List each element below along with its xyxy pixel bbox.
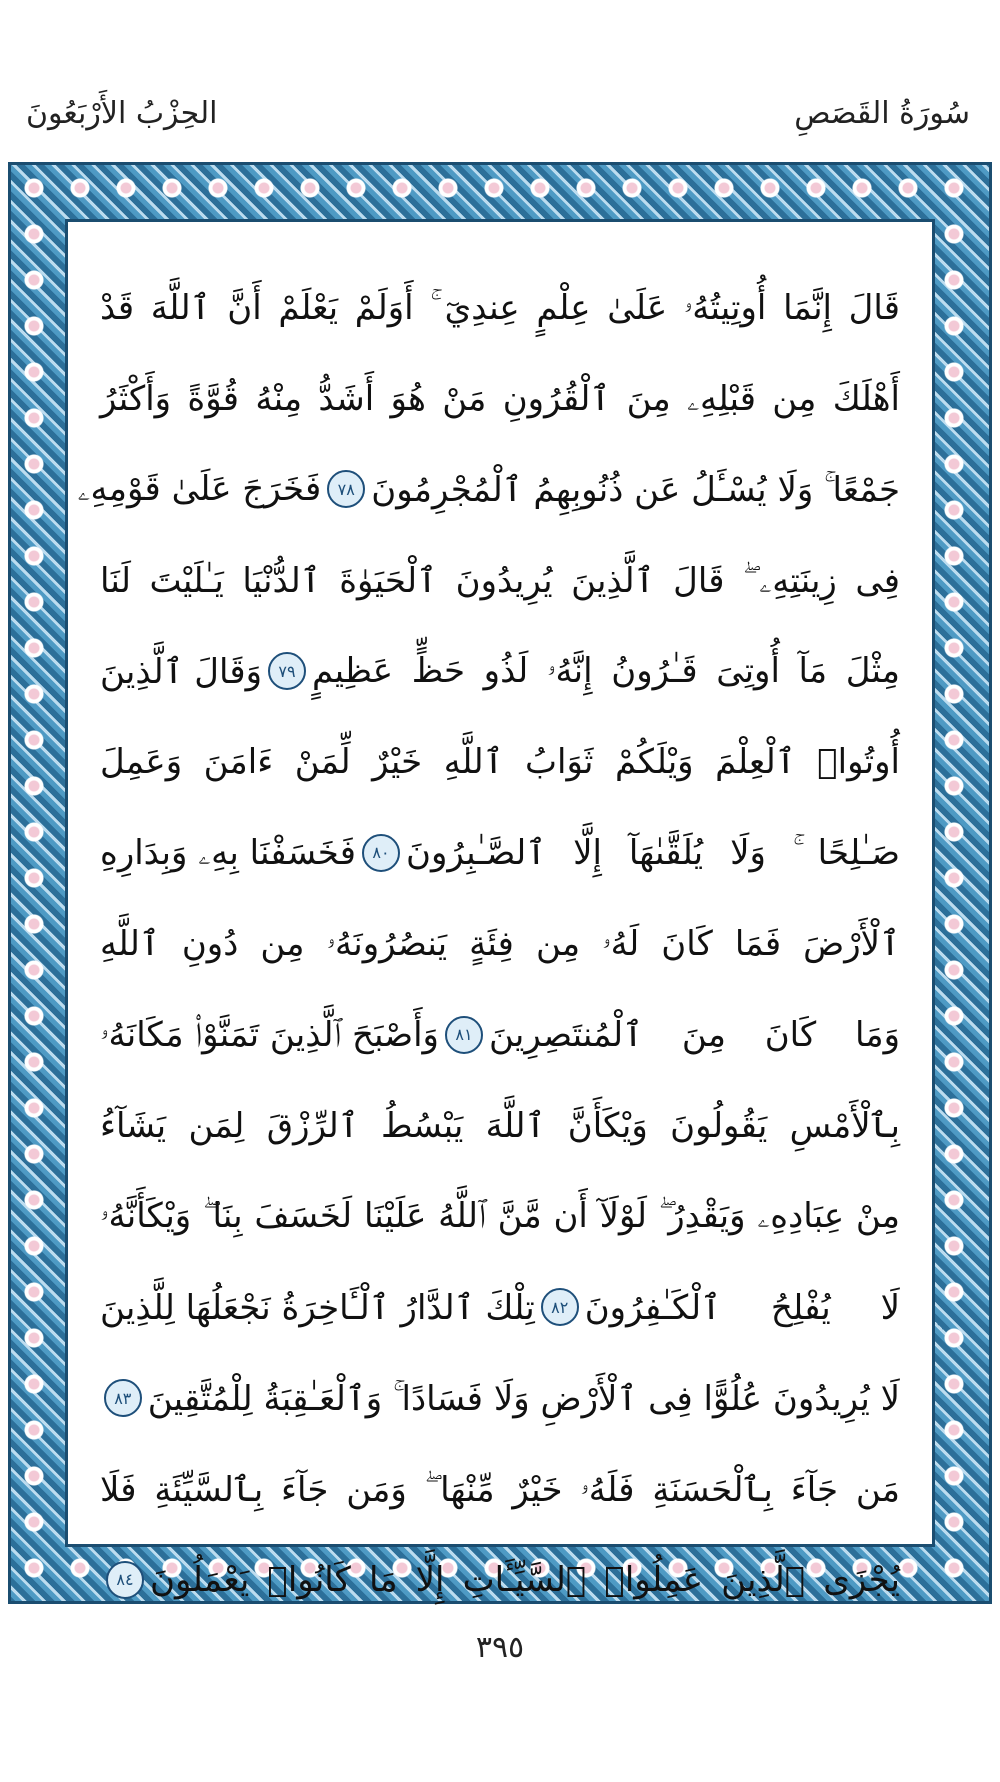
text-line-8 — [100, 898, 900, 989]
text-line-13 — [100, 1353, 900, 1444]
line-text: صَـٰلِحًا ۚ وَلَا يُلَقَّىٰهَآ إِلَّا ٱلصَّـٰبِرُونَ — [405, 833, 900, 874]
line-text: جَمْعًا ۚ وَلَا يُسْـَٔلُ عَن ذُنُوبِهِمُ ٱلْمُجْرِمُونَ — [371, 469, 900, 510]
line-text: يُجْزَى ٱلَّذِينَ عَمِلُوا۟ ٱلسَّيِّـَٔاتِ إِلَّا مَا كَانُوا۟ يَعْمَلُونَ — [150, 1559, 900, 1600]
ayah-marker: ٧٩ — [268, 652, 306, 690]
ayah-marker: ٨٤ — [106, 1561, 144, 1599]
line-text: مِنْ عِبَادِهِۦ وَيَقْدِرُ ۖ لَوْلَآ أَن مَّنَّ ٱللَّهُ عَلَيْنَا لَخَسَفَ بِنَا ۖ وَيْكَأَنَّهُۥ — [100, 1196, 900, 1237]
text-line-5 — [100, 626, 900, 717]
line-text: لَا يُفْلِحُ ٱلْكَـٰفِرُونَ — [584, 1287, 900, 1328]
ayah-marker: ٨٣ — [104, 1379, 142, 1417]
text-line-9 — [100, 989, 900, 1080]
text-line-1 — [100, 262, 900, 353]
line-text: فِى زِينَتِهِۦ ۖ قَالَ ٱلَّذِينَ يُرِيدُونَ ٱلْحَيَوٰةَ ٱلدُّنْيَا يَـٰلَيْتَ لَنَا — [100, 560, 900, 601]
text-line-6 — [100, 716, 900, 807]
text-line-7 — [100, 807, 900, 898]
ayah-marker: ٧٨ — [327, 470, 365, 508]
line-tail: وَأَصْبَحَ ٱلَّذِينَ تَمَنَّوْا۟ مَكَانَهُۥ — [100, 1014, 439, 1055]
text-line-3 — [77, 444, 900, 535]
line-tail: وَقَالَ ٱلَّذِينَ — [100, 651, 263, 692]
line-tail: فَخَرَجَ عَلَىٰ قَوْمِهِۦ — [77, 469, 322, 510]
hizb-name: الحِزْبُ الأَرْبَعُونَ — [26, 96, 218, 131]
line-text: لَا يُرِيدُونَ عُلُوًّا فِى ٱلْأَرْضِ وَلَا فَسَادًا ۚ وَٱلْعَـٰقِبَةُ لِلْمُتَّقِينَ — [147, 1378, 900, 1419]
text-line-4 — [100, 535, 900, 626]
text-line-11 — [100, 1171, 900, 1262]
line-text: أُوتُوا۟ ٱلْعِلْمَ وَيْلَكُمْ ثَوَابُ ٱللَّهِ خَيْرٌ لِّمَنْ ءَامَنَ وَعَمِلَ — [100, 742, 900, 783]
text-line-2 — [100, 353, 900, 444]
quran-text — [77, 262, 900, 1600]
line-text: قَالَ إِنَّمَا أُوتِيتُهُۥ عَلَىٰ عِلْمٍ عِندِيٓ ۚ أَوَلَمْ يَعْلَمْ أَنَّ ٱللَّهَ قَدْ — [100, 287, 900, 328]
ayah-marker: ٨٢ — [541, 1288, 579, 1326]
line-text: بِٱلْأَمْسِ يَقُولُونَ وَيْكَأَنَّ ٱللَّهَ يَبْسُطُ ٱلرِّزْقَ لِمَن يَشَآءُ — [100, 1105, 900, 1146]
text-line-15 — [100, 1534, 900, 1625]
ayah-marker: ٨١ — [445, 1016, 483, 1054]
text-line-10 — [100, 1080, 900, 1171]
line-tail: تِلْكَ ٱلدَّارُ ٱلْـَٔاخِرَةُ نَجْعَلُهَا لِلَّذِينَ — [100, 1287, 535, 1328]
line-text: ٱلْأَرْضَ فَمَا كَانَ لَهُۥ مِن فِئَةٍ يَنصُرُونَهُۥ مِن دُونِ ٱللَّهِ — [100, 924, 900, 965]
line-text: مِثْلَ مَآ أُوتِىَ قَـٰرُونُ إِنَّهُۥ لَذُو حَظٍّ عَظِيمٍ — [312, 651, 900, 691]
surah-name: سُورَةُ القَصَصِ — [794, 96, 970, 131]
text-line-14 — [100, 1444, 900, 1535]
line-text: وَمَا كَانَ مِنَ ٱلْمُنتَصِرِينَ — [488, 1015, 900, 1056]
page-number: ٣٩٥ — [475, 1630, 525, 1665]
line-text: أَهْلَكَ مِن قَبْلِهِۦ مِنَ ٱلْقُرُونِ مَنْ هُوَ أَشَدُّ مِنْهُ قُوَّةً وَأَكْثَرُ — [100, 378, 900, 419]
line-text: مَن جَآءَ بِٱلْحَسَنَةِ فَلَهُۥ خَيْرٌ مِّنْهَا ۖ وَمَن جَآءَ بِٱلسَّيِّئَةِ فَلَا — [100, 1469, 900, 1510]
line-tail: فَخَسَفْنَا بِهِۦ وَبِدَارِهِ — [100, 832, 356, 873]
ayah-marker: ٨٠ — [362, 834, 400, 872]
text-line-12 — [100, 1262, 900, 1353]
page-header — [0, 96, 1000, 146]
